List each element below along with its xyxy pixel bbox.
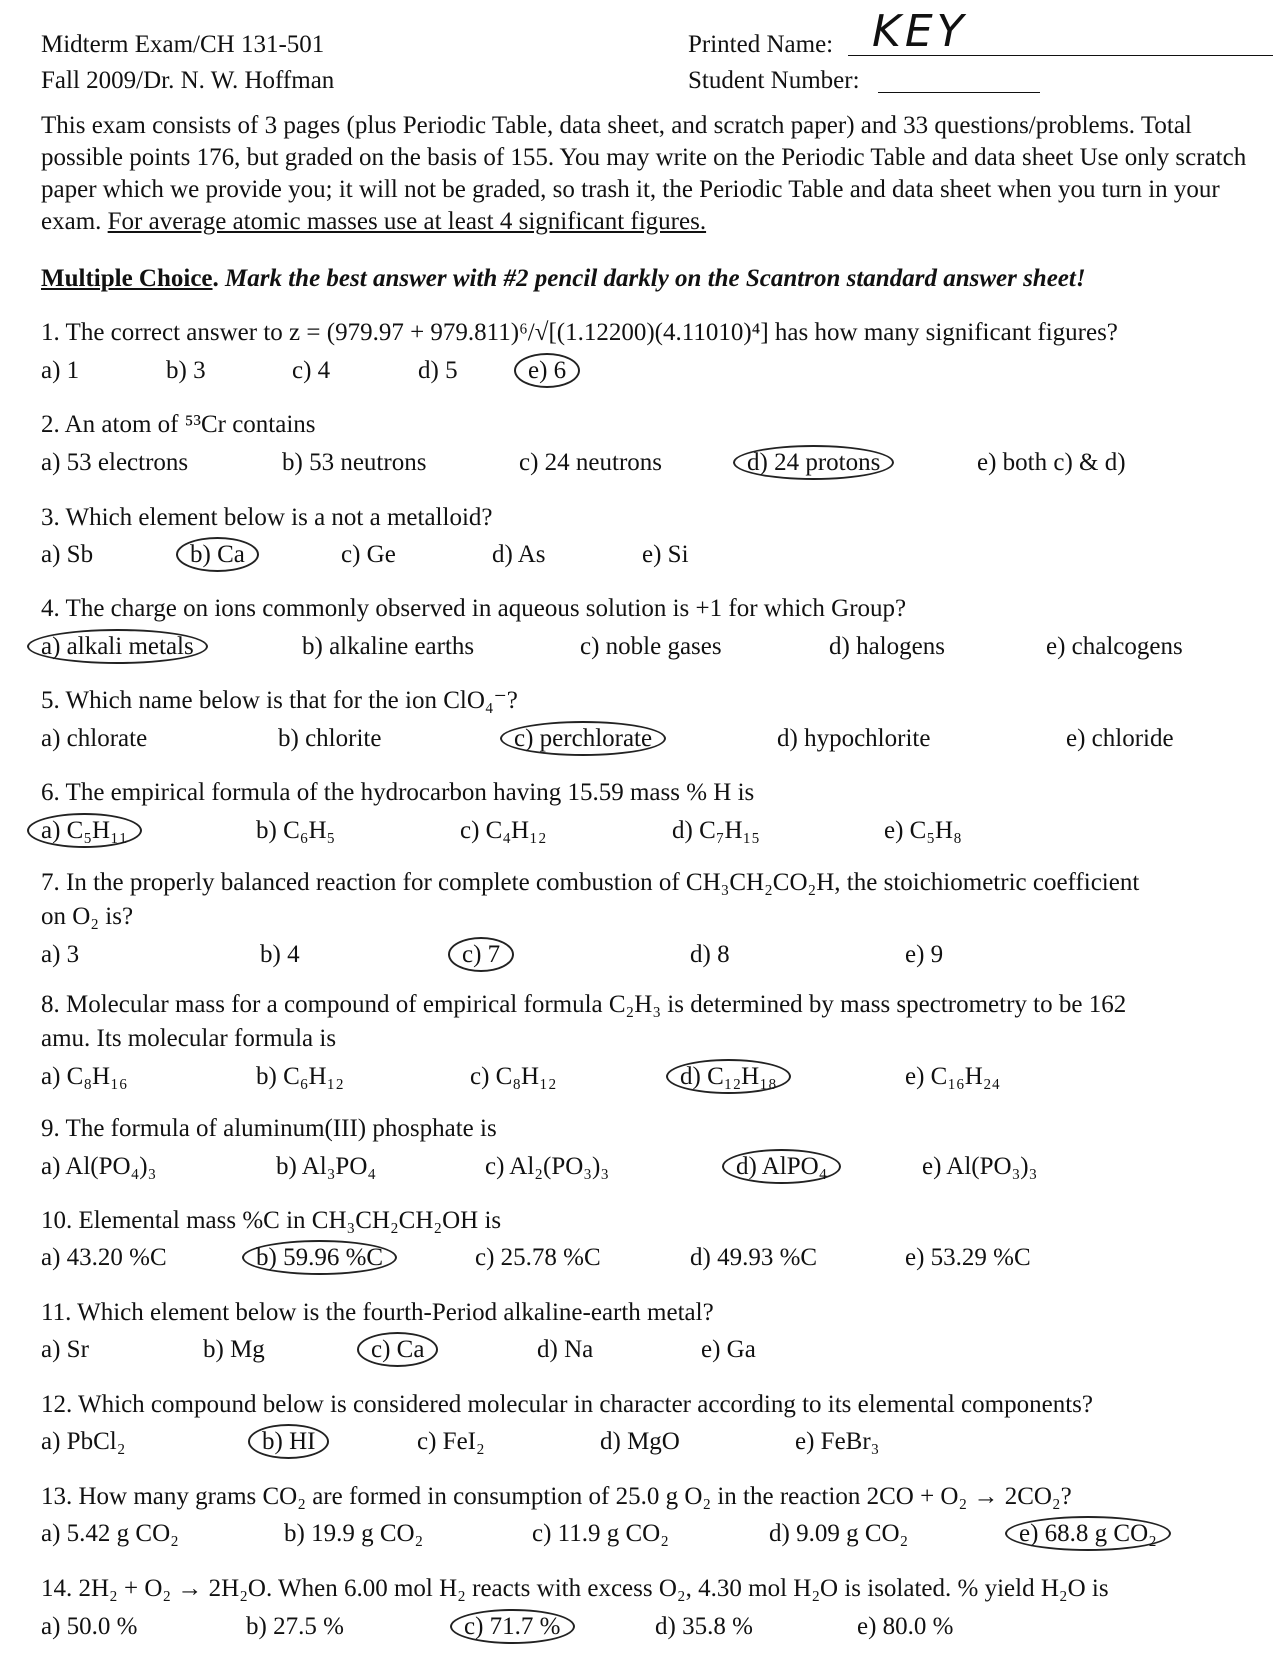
question-8-stem-continued: amu. Its molecular formula is	[41, 1025, 337, 1052]
question-10-option-a: a) 43.20 %C	[41, 1244, 167, 1271]
question-1-option-c: c) 4	[292, 357, 331, 384]
answer-circle: c) perchlorate	[500, 721, 666, 756]
question-6-option-e: e) C₅H₈	[884, 817, 962, 844]
answer-circle: d) C₁₂H₁₈	[666, 1059, 791, 1094]
question-10-option-b	[256, 1243, 397, 1273]
answer-circle: e) 68.8 g CO₂	[1005, 1516, 1171, 1551]
question-4-option-a	[41, 632, 208, 662]
answer-circle: c) Ca	[357, 1332, 438, 1367]
question-11-option-c	[371, 1335, 438, 1365]
answer-circle: a) alkali metals	[27, 629, 208, 664]
question-1-stem: 1. The correct answer to z = (979.97 + 979.811)⁶/√[(1.12200)(4.11010)⁴] has how many significant figures?	[41, 319, 1118, 346]
printed-name-value: KEY	[872, 6, 968, 57]
question-5-option-c	[514, 724, 666, 754]
question-12-option-e: e) FeBr₃	[795, 1428, 880, 1455]
question-14-option-c	[464, 1612, 575, 1642]
question-4-option-e: e) chalcogens	[1046, 633, 1183, 660]
question-12-option-c: c) FeI₂	[417, 1428, 485, 1455]
question-12-stem: 12. Which compound below is considered molecular in character according to its elemental components?	[41, 1391, 1093, 1418]
question-13-option-a: a) 5.42 g CO₂	[41, 1520, 179, 1547]
answer-circle: d) AlPO₄	[722, 1149, 841, 1184]
question-4-option-b: b) alkaline earths	[302, 633, 475, 660]
exam-instructions	[41, 110, 1256, 238]
question-12-option-d: d) MgO	[600, 1428, 680, 1455]
question-10-option-c: c) 25.78 %C	[475, 1244, 601, 1271]
question-3-option-a: a) Sb	[41, 541, 94, 568]
question-12-option-b	[262, 1427, 329, 1457]
question-11-stem: 11. Which element below is the fourth-Period alkaline-earth metal?	[41, 1299, 714, 1326]
question-6-option-d: d) C₇H₁₅	[672, 817, 760, 844]
question-13-option-c: c) 11.9 g CO₂	[532, 1520, 669, 1547]
question-10-option-e: e) 53.29 %C	[905, 1244, 1031, 1271]
question-5-option-a: a) chlorate	[41, 725, 148, 752]
question-7-option-b: b) 4	[260, 941, 300, 968]
question-9-stem: 9. The formula of aluminum(III) phosphate is	[41, 1115, 497, 1142]
question-13-option-b: b) 19.9 g CO₂	[284, 1520, 424, 1547]
section-instruction: Mark the best answer with #2 pencil darkly on the Scantron standard answer sheet!	[225, 265, 1086, 292]
question-9-option-a: a) Al(PO₄)₃	[41, 1153, 157, 1180]
question-11-option-b: b) Mg	[203, 1336, 265, 1363]
question-8-option-d	[680, 1062, 791, 1092]
answer-circle: e) 6	[514, 353, 580, 388]
question-9-option-c: c) Al₂(PO₃)₃	[485, 1153, 610, 1180]
question-8-option-e: e) C₁₆H₂₄	[905, 1063, 1001, 1090]
question-8-option-a: a) C₈H₁₆	[41, 1063, 128, 1090]
question-5-option-d: d) hypochlorite	[777, 725, 931, 752]
student-number-label: Student Number:	[688, 67, 860, 94]
question-4-option-c: c) noble gases	[580, 633, 722, 660]
question-2-option-e: e) both c) & d)	[977, 449, 1126, 476]
answer-circle: a) C₅H₁₁	[27, 813, 142, 848]
answer-circle: b) Ca	[176, 537, 259, 572]
question-2-option-c: c) 24 neutrons	[519, 449, 663, 476]
question-3-option-c: c) Ge	[341, 541, 396, 568]
question-8-option-b: b) C₆H₁₂	[256, 1063, 344, 1090]
question-8-option-c: c) C₈H₁₂	[470, 1063, 557, 1090]
question-3-option-e: e) Si	[642, 541, 689, 568]
answer-circle: b) HI	[248, 1424, 329, 1459]
question-7-option-c	[462, 940, 514, 970]
question-9-option-b: b) Al₃PO₄	[276, 1153, 377, 1180]
question-2-option-b: b) 53 neutrons	[282, 449, 427, 476]
question-6-option-a	[41, 816, 142, 846]
question-7-option-e: e) 9	[905, 941, 944, 968]
question-5-option-e: e) chloride	[1066, 725, 1174, 752]
section-heading	[41, 264, 1086, 294]
intro-text: This exam consists of 3 pages (plus Periodic Table, data sheet, and scratch paper) and 33 questions/problems. Total possible points 176, but graded on the basis of 155. You may write on the Periodic Table and data sheet Use only scratch paper which we provide you; it will not be graded, so trash it, the Periodic Table and data sheet when you turn in your exam.	[41, 112, 1247, 235]
question-3-stem: 3. Which element below is a not a metalloid?	[41, 504, 493, 531]
term-line: Fall 2009/Dr. N. W. Hoffman	[41, 67, 335, 94]
question-6-option-b: b) C₆H₅	[256, 817, 336, 844]
number-underline	[878, 92, 1040, 93]
question-13-option-d: d) 9.09 g CO₂	[769, 1520, 909, 1547]
question-10-option-d: d) 49.93 %C	[690, 1244, 818, 1271]
question-7-option-a: a) 3	[41, 941, 80, 968]
question-14-option-d: d) 35.8 %	[655, 1613, 753, 1640]
question-13-stem: 13. How many grams CO₂ are formed in consumption of 25.0 g O₂ in the reaction 2CO + O₂ → 2CO₂?	[41, 1483, 1072, 1510]
answer-circle: d) 24 protons	[733, 445, 894, 480]
question-6-stem: 6. The empirical formula of the hydrocarbon having 15.59 mass % H is	[41, 779, 755, 806]
question-10-stem: 10. Elemental mass %C in CH₃CH₂CH₂OH is	[41, 1207, 502, 1234]
answer-circle: c) 7	[448, 937, 514, 972]
section-title: Multiple Choice	[41, 265, 213, 292]
question-11-option-d: d) Na	[537, 1336, 594, 1363]
question-1-option-d: d) 5	[418, 357, 458, 384]
question-12-option-a: a) PbCl₂	[41, 1428, 126, 1455]
question-3-option-b	[190, 540, 259, 570]
name-underline	[848, 55, 1273, 56]
question-9-option-e: e) Al(PO₃)₃	[922, 1153, 1038, 1180]
question-1-option-e	[528, 356, 580, 386]
question-14-option-a: a) 50.0 %	[41, 1613, 138, 1640]
question-5-stem: 5. Which name below is that for the ion ClO₄⁻?	[41, 687, 518, 714]
question-14-option-b: b) 27.5 %	[246, 1613, 344, 1640]
question-5-option-b: b) chlorite	[278, 725, 382, 752]
section-title-period: .	[212, 265, 219, 292]
answer-circle: b) 59.96 %C	[242, 1240, 397, 1275]
question-4-option-d: d) halogens	[829, 633, 945, 660]
question-3-option-d: d) As	[492, 541, 546, 568]
question-11-option-a: a) Sr	[41, 1336, 89, 1363]
question-14-stem: 14. 2H₂ + O₂ → 2H₂O. When 6.00 mol H₂ reacts with excess O₂, 4.30 mol H₂O is isolated. % yield H₂O is	[41, 1575, 1109, 1602]
question-1-option-b: b) 3	[166, 357, 206, 384]
question-1-option-a: a) 1	[41, 357, 80, 384]
intro-underlined: For average atomic masses use at least 4 significant figures.	[107, 208, 707, 235]
question-14-option-e: e) 80.0 %	[857, 1613, 954, 1640]
question-7-stem-continued: on O₂ is?	[41, 903, 134, 930]
question-2-option-a: a) 53 electrons	[41, 449, 189, 476]
question-2-stem: 2. An atom of ⁵³Cr contains	[41, 411, 316, 438]
answer-circle: c) 71.7 %	[450, 1609, 575, 1644]
question-2-option-d	[747, 448, 894, 478]
question-9-option-d	[736, 1152, 841, 1182]
course-line: Midterm Exam/CH 131-501	[41, 31, 325, 58]
printed-name-label: Printed Name:	[688, 31, 834, 58]
question-7-option-d: d) 8	[690, 941, 730, 968]
question-6-option-c: c) C₄H₁₂	[460, 817, 547, 844]
question-4-stem: 4. The charge on ions commonly observed in aqueous solution is +1 for which Group?	[41, 595, 907, 622]
question-13-option-e	[1019, 1519, 1171, 1549]
question-11-option-e: e) Ga	[701, 1336, 756, 1363]
question-8-stem: 8. Molecular mass for a compound of empirical formula C₂H₃ is determined by mass spectrometry to be 162	[41, 991, 1127, 1018]
question-7-stem: 7. In the properly balanced reaction for complete combustion of CH₃CH₂CO₂H, the stoichiometric coefficient	[41, 869, 1140, 896]
